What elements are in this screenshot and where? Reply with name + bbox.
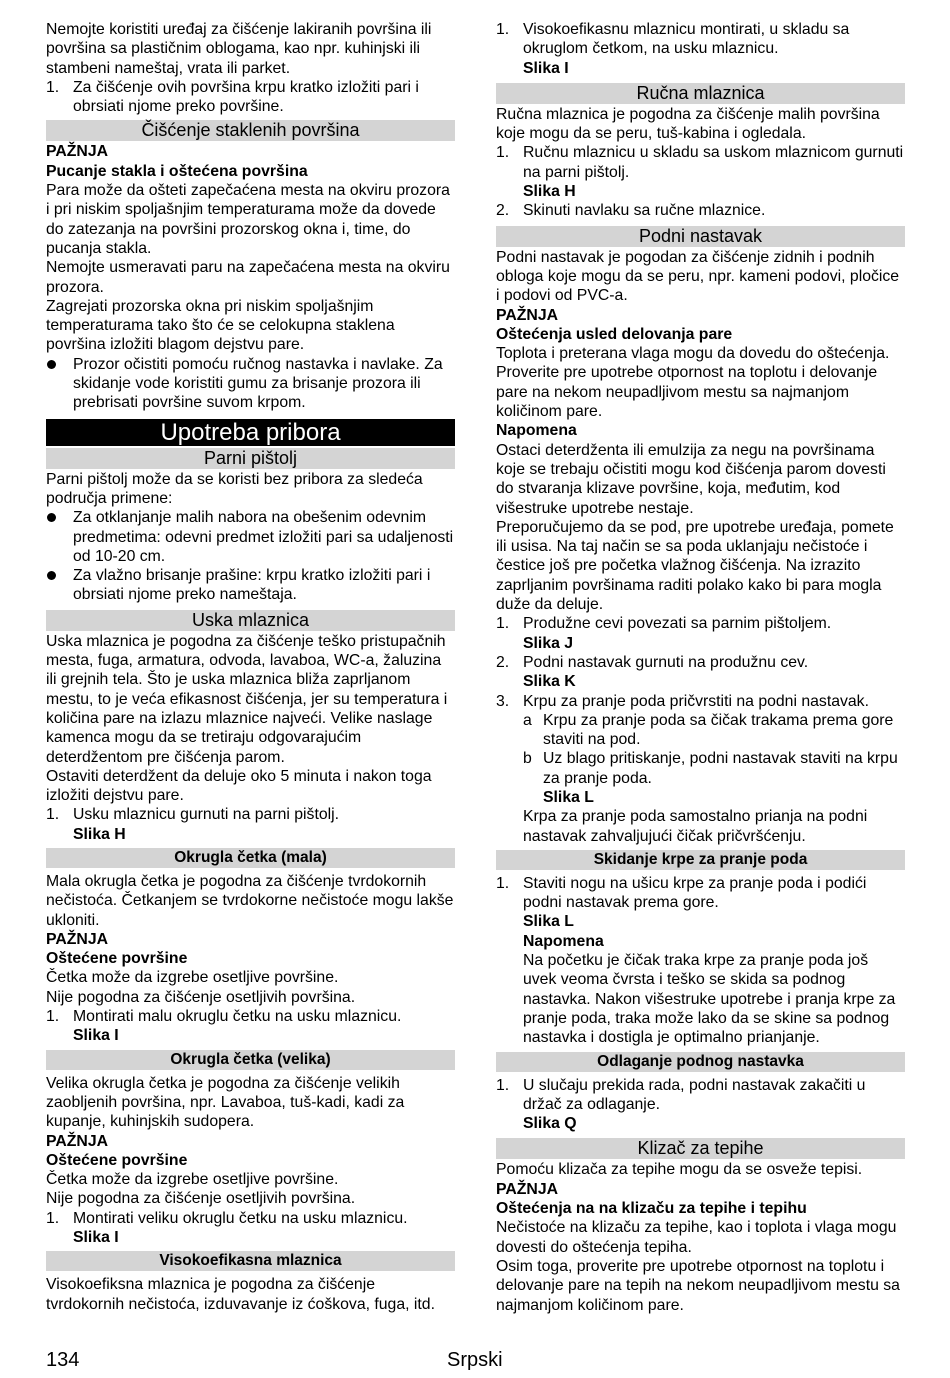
step-text: Ručnu mlaznicu u skladu sa uskom mlaznicom gurnuti na parni pištolj. xyxy=(523,144,904,181)
paragraph: Nije pogodna za čišćenje osetljivih površina. xyxy=(46,988,356,1006)
paragraph: Visokoefiksna mlaznica je pogodna za čišćenje tvrdokornih nečistoća, izduvavanje iz ćoškova, fuga, itd. xyxy=(46,1276,435,1313)
bullet-icon xyxy=(47,571,56,580)
bullet-item xyxy=(46,508,455,566)
paragraph: Nečistoće na klizaču za tepihe, kao i toplota i vlaga mogu dovesti do oštećenja tepiha. xyxy=(496,1219,897,1256)
sub-step xyxy=(496,711,905,750)
step-text: Staviti nogu na ušicu krpe za pranje poda i podići podni nastavak prema gore. xyxy=(523,874,867,912)
step xyxy=(46,1209,455,1228)
step xyxy=(496,143,905,182)
warning-title: Oštećenja na na klizaču za tepihe i tepihu xyxy=(496,1200,807,1218)
step-number: 1. xyxy=(496,615,510,633)
step-number: 1. xyxy=(46,1209,60,1227)
left-column xyxy=(46,20,455,1314)
step xyxy=(496,653,905,672)
step-number: 3. xyxy=(496,692,510,710)
paragraph: Mala okrugla četka je pogodna za čišćenje tvrdokornih nečistoća. Četkanjem se tvrdokorne nečistoće mogu lakše ukloniti. xyxy=(46,872,454,929)
paragraph: Ostaviti deterdžent da deluje oko 5 minuta i nakon toga izložiti dejstvu pare. xyxy=(46,767,432,805)
step-text: Za čišćenje ovih površina krpu kratko izložiti pari i obrsiati njome preko površine. xyxy=(73,78,419,116)
right-column xyxy=(496,20,905,1315)
sub-step-letter: b xyxy=(523,750,532,768)
note-text: Na početku je čičak traka krpe za pranje poda još uvek veoma čvrsta i teško se skida sa podnog nastavka. Nakon višestruke upotrebe i pranja krpe za pranje poda, traka može lako da se skine sa podnog nastavka i dostigla je optimalno prianjanje. xyxy=(523,952,896,1047)
step-text: Skinuti navlaku sa ručne mlaznice. xyxy=(523,202,766,220)
subsection-heading-large-brush: Okrugla četka (velika) xyxy=(46,1050,455,1070)
step-text: Montirati veliku okruglu četku na usku mlaznicu. xyxy=(73,1209,408,1227)
step xyxy=(496,692,905,711)
step-number: 1. xyxy=(496,144,510,162)
bullet-text: Za vlažno brisanje prašine: krpu kratko izložiti pari i obrsiati njome preko nameštaja. xyxy=(73,567,431,604)
paragraph: Velika okrugla četka je pogodna za čišćenje velikih zaobljenih površina, npr. Lavaboa, tuš-kadi, kadi za kupanje, kuhinjskih sudopera. xyxy=(46,1074,405,1131)
sub-step-text: Uz blago pritiskanje, podni nastavak staviti na krpu za pranje poda. xyxy=(543,750,898,787)
step-text: Produžne cevi povezati sa parnim pištoljem. xyxy=(523,615,832,633)
step xyxy=(46,805,455,824)
warning-label: PAŽNJA xyxy=(46,143,109,161)
subsection-heading-remove-cloth: Skidanje krpe za pranje poda xyxy=(496,850,905,870)
bullet-item xyxy=(46,566,455,605)
step-number: 2. xyxy=(496,202,510,220)
page-number: 134 xyxy=(46,1349,80,1371)
section-heading-detail-nozzle: Uska mlaznica xyxy=(46,610,455,631)
warning-title: Oštećene površine xyxy=(46,1151,188,1169)
section-heading-hand-nozzle: Ručna mlaznica xyxy=(496,83,905,104)
subsection-heading-power-nozzle: Visokoefikasna mlaznica xyxy=(46,1251,455,1271)
warning-label: PAŽNJA xyxy=(496,1180,559,1198)
warning-title: Pucanje stakla i oštećena površina xyxy=(46,162,308,180)
step xyxy=(496,20,905,59)
figure-reference: Slika I xyxy=(73,1027,119,1045)
bullet-icon xyxy=(47,360,56,369)
section-heading-glass: Čišćenje staklenih površina xyxy=(46,120,455,141)
paragraph: Para može da ošteti zapečaćena mesta na okviru prozora i pri niskim spoljašnjim temperaturama može da dovede do zatezanja na površini prozorskog okna i, time, do pucanja stakla. xyxy=(46,182,450,257)
bullet-text: Prozor očistiti pomoću ručnog nastavka i navlake. Za skidanje vode koristiti gumu za brisanje prozora ili prebrisati površine suvom krpom. xyxy=(73,355,443,412)
paragraph: Nije pogodna za čišćenje osetljivih površina. xyxy=(46,1190,356,1208)
section-heading-floor-nozzle: Podni nastavak xyxy=(496,226,905,247)
paragraph: Uska mlaznica je pogodna za čišćenje teško pristupačnih mesta, fuga, armatura, odvoda, lavaboa, WC-a, žaluzina ili grejnih tela. Što je uska mlaznica bliža zaprljanom mestu, to je veća efikasnost čišćenja, jer su temperatura i količina pare na izlazu mlaznice najveći. Velike naslage kamenca mogu da se tretiraju odgovarajućim deterdžentom pre čišćenja parom. xyxy=(46,632,448,766)
step-number: 1. xyxy=(46,78,60,96)
step-text: U slučaju prekida rada, podni nastavak zakačiti u držač za odlaganje. xyxy=(523,1076,866,1113)
step xyxy=(496,874,905,913)
figure-reference: Slika Q xyxy=(523,1115,577,1133)
step-number: 2. xyxy=(496,653,510,671)
step-text: Krpu za pranje poda pričvrstiti na podni nastavak. xyxy=(523,692,869,710)
figure-reference: Slika I xyxy=(73,1229,119,1247)
figure-reference: Slika H xyxy=(73,825,126,843)
sub-step-letter: a xyxy=(523,711,532,729)
paragraph: Četka može da izgrebe osetljive površine. xyxy=(46,969,339,987)
footer-language: Srpski xyxy=(447,1349,503,1371)
paragraph: Podni nastavak je pogodan za čišćenje zidnih i podnih obloga koje mogu da se peru, npr. kameni podovi, pločice i podovi od PVC-a. xyxy=(496,248,900,305)
figure-reference: Slika J xyxy=(523,634,574,652)
paragraph: Toplota i preterana vlaga mogu da dovedu do oštećenja. Proverite pre upotrebe otpornost na toplotu i delovanje pare na nekom neupadljivom mestu sa najmanjom količinom pare. xyxy=(496,345,890,421)
step-text: Podni nastavak gurnuti na produžnu cev. xyxy=(523,653,809,671)
step xyxy=(46,78,455,117)
step-number: 1. xyxy=(496,1076,510,1094)
section-heading-carpet-glider: Klizač za tepihe xyxy=(496,1138,905,1159)
figure-reference: Slika H xyxy=(523,183,576,201)
sub-step-text: Krpu za pranje poda sa čičak trakama prema gore staviti na pod. xyxy=(543,711,894,749)
step xyxy=(46,1007,455,1026)
paragraph: Nemojte usmeravati paru na zapečaćena mesta na okviru prozora. xyxy=(46,259,450,296)
bullet-icon xyxy=(47,513,56,522)
step-continuation: Krpa za pranje poda samostalno prianja na podni nastavak zahvaljujući čičak pričvršćenju. xyxy=(523,808,868,845)
subsection-heading-park-nozzle: Odlaganje podnog nastavka xyxy=(496,1052,905,1072)
note-label: Napomena xyxy=(523,932,604,950)
sub-step xyxy=(496,749,905,788)
step xyxy=(496,201,905,220)
step-number: 1. xyxy=(46,1008,60,1026)
paragraph: Ostaci deterdženta ili emulzija za negu na površinama koje se trebaju očistiti mogu kod čišćenja parom dovesti do stvaranja klizave površine, koja, međutim, kod višestruke upotrebe nestaje. xyxy=(496,441,886,517)
step-number: 1. xyxy=(496,21,510,38)
step-number: 1. xyxy=(46,806,60,824)
paragraph: Pomoću klizača za tepihe mogu da se osveže tepisi. xyxy=(496,1161,863,1179)
paragraph: Parni pištolj može da se koristi bez pribora za sledeća područja primene: xyxy=(46,470,423,507)
step-text: Usku mlaznicu gurnuti na parni pištolj. xyxy=(73,806,340,824)
subsection-heading-small-brush: Okrugla četka (mala) xyxy=(46,848,455,868)
step xyxy=(496,614,905,633)
paragraph: Osim toga, proverite pre upotrebe otpornost na toplotu i delovanje pare na tepih na nekom neupadljivom mestu sa najmanjom količinom pare. xyxy=(496,1257,900,1314)
figure-reference: Slika L xyxy=(523,913,574,931)
step-number: 1. xyxy=(496,874,510,892)
paragraph: Četka može da izgrebe osetljive površine. xyxy=(46,1171,339,1189)
paragraph: Zagrejati prozorska okna pri niskim spoljašnjim temperaturama tako što će se celokupna staklena površina izložiti blagom dejstvu pare. xyxy=(46,297,395,354)
section-heading-steam-gun: Parni pištolj xyxy=(46,448,455,469)
chapter-heading: Upotreba pribora xyxy=(46,419,455,446)
paragraph: Ručna mlaznica je pogodna za čišćenje malih površina koje mogu da se peru, tuš-kabina i ogledala. xyxy=(496,105,880,143)
warning-label: PAŽNJA xyxy=(46,930,109,948)
warning-label: PAŽNJA xyxy=(46,1132,109,1150)
paragraph: Nemojte koristiti uređaj za čišćenje lakiranih površina ili površina sa plastičnim oblogama, kao npr. kuhinjski ili stambeni nameštaj, vrata ili parket. xyxy=(46,21,432,77)
bullet-text: Za otklanjanje malih nabora na obešenim odevnim predmetima: odevni predmet izložiti pari sa udaljenosti od 10-20 cm. xyxy=(73,509,454,565)
warning-title: Oštećenja usled delovanja pare xyxy=(496,325,733,343)
figure-reference: Slika I xyxy=(523,59,569,77)
warning-label: PAŽNJA xyxy=(496,306,559,324)
step xyxy=(496,1076,905,1115)
step-text: Visokoefikasnu mlaznicu montirati, u skladu sa okruglom četkom, na usku mlaznicu. xyxy=(523,21,850,58)
warning-title: Oštećene površine xyxy=(46,950,188,968)
step-text: Montirati malu okruglu četku na usku mlaznicu. xyxy=(73,1008,402,1026)
figure-reference: Slika L xyxy=(543,788,594,806)
paragraph: Preporučujemo da se pod, pre upotrebe uređaja, pomete ili usisa. Na taj način se sa poda uklanjaju nečistoće i čestice još pre početka vlažnog čišćenja. Na izrazito zaprljanim površinama raditi polako kako bi para mogla duže da deluje. xyxy=(496,518,894,614)
figure-reference: Slika K xyxy=(523,673,576,691)
note-label: Napomena xyxy=(496,422,577,440)
bullet-item xyxy=(46,355,455,413)
